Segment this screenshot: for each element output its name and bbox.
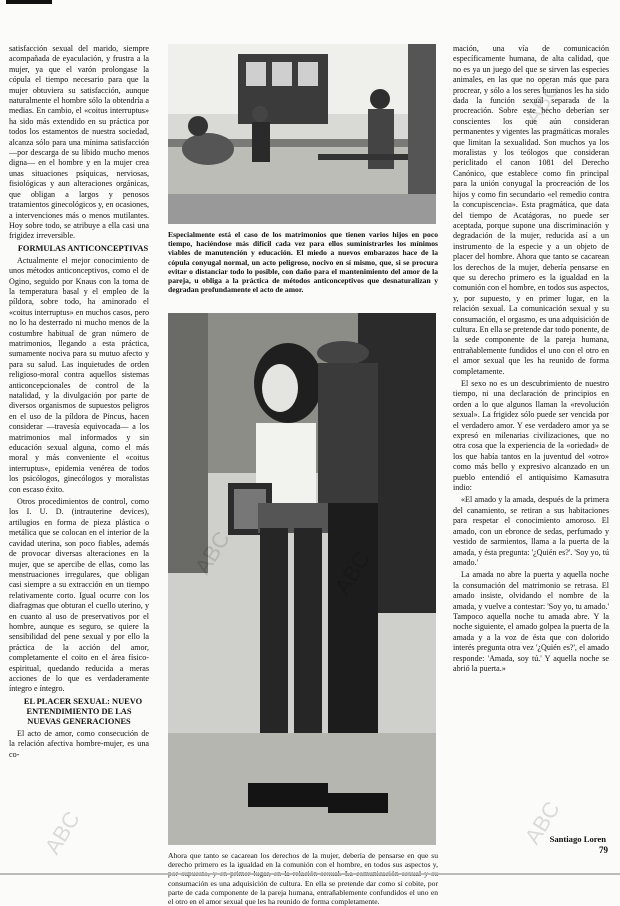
photo-caption-top: Especialmente está el caso de los matrimonios que tienen varios hijos en poco tiempo, haciéndose más difícil cada vez para ellos suministrarles los mínimos viables de manutención y educación. El miedo a nuevos embarazos hace de la cópula conyugal normal, un acto peligroso, nocivo en sí mismo, que, si se procura evitar o distanciar todo lo posible, con daño para el mantenimiento del amor de la pareja, u obliga a la práctica de métodos anticonceptivos que desnaturalizan y degradan profundamente el acto de amor. [168,230,438,295]
photo-family-porch-image [168,44,436,224]
page-number: 79 [599,845,608,855]
right-column [453,44,609,834]
section-heading-placer: EL PLACER SEXUAL: NUEVO ENTENDIMIENTO DE LAS NUEVAS GENERACIONES [23,696,143,726]
left-intro-paragraph: satisfacción sexual del marido, siempre acompañada de eyaculación, y frustra a la mujer, ya que el varón prolongase la cópula el tiempo necesario para que la mujer obtuviera su satisfacción, aunque naturalmente el hombre sólo la obtendría a medias. En cambio, el «coitus interruptus» ha sido más extendido en su práctica por todos los estamentos de nuestra sociedad, alcanza sólo para una mínima satisfacción —por descarga de su libido mucho menos digna— en el hombre y en la mujer crea unas situaciones psíquicas, nerviosas, fisiológicas y aun alteraciones orgánicas, que obligan a largos y penosos tratamientos ginecológicos y, en ocasiones, a intervenciones más o menos mutilantes. Hoy sobre todo, se atribuye a ella casi una frigidez irreversible. [9,44,149,241]
watermark: ABC [519,796,565,849]
left-paragraph: Actualmente el mejor conocimiento de unos métodos anticonceptivos, como el de Ogino, seguido por Knaus con la toma de la temperatura basal y el empleo de la píldora, sobre todo, ha aminorado el «coitus interruptus» en muchos casos, pero no lo ha desterrado ni mucho menos de la costumbre habitual de gran número de matrimonios, llegando a esta práctica, sumamente nociva para su mutuo afecto y para su salud. Las inquietudes de orden religioso-moral contra aquellos sistemas anticoncepcionales de control de la natalidad, y la divulgación por parte de diversos organismos de supuestos peligros en el uso de la píldora de Pincus, hacen considerar —travesía equivocada— a los matrimonios mal informados y sin educación sexual alguna, como el más moral y más conveniente el «coitus interruptus», epidemia venérea de todos los psicólogos, ginecólogos y moralistas con escaso éxito. [9,255,149,494]
watermark: ABC [39,806,85,859]
left-paragraph: El acto de amor, como consecución de la relación afectiva hombre-mujer, es una co- [9,728,149,759]
left-paragraph: Otros procedimientos de control, como los I. U. D. (intrauterine devices), artilugios en forma de pieza plástica o metálica que se colocan en el interior de la cavidad uterina, son poco fiables, además de provocar diversas alteraciones en la mujer, que se apercibe de ellas, como las menstruaciones irregulares, que obligan casi siempre a su extracción en un tiempo relativamente corto. Igual ocurre con los diafragmas que obturan el cuello uterino, y en cuanto al uso de preservativos por el hombre, aunque es seguro, se quiere la sensibilidad del pene sexual y por ello la práctica de la acción del amor, completamente el coito en el área físico-espiritual, quedando reducida a meras acciones de lo que es verdaderamente íntegro e íntegro. [9,497,149,694]
photo-caption-bottom: Ahora que tanto se cacarean los derechos de la mujer, debería de pensarse en que su derecho primero es la igualdad en la comunión con el hombre, en todos sus aspectos y, consumación es una adquisición de cultura. En ella se pretende dar como sí cobite, por parte de cada componente de la pareja humana, entrañablemente confundidos el uno en el otro en el amor sexual que les ha reunido de forma completamente. [168,851,438,906]
photo-young-couple [168,313,436,845]
header-rule [6,0,52,4]
right-paragraph: La amada no abre la puerta y aquella noche la consumación del matrimonio se retrasa. El amado insiste, olvidando el nombre de la amada, y vuelve a contestar: 'Soy yo, tu amado.' Tampoco aquella noche tu amada abre. Y la noche siguiente, el amado golpea la puerta de la amada y a la voz de ésta que con dolorido interés pregunta otra vez '¿Quién es?', el amado responde: 'Amada, soy tú.' Y aquella noche se abrió la puerta.» [453,570,609,673]
right-paragraph: mación, una vía de comunicación específicamente humana, de alta calidad, que no es ya un juego del que se sirven las especies animales, en las que no operan más que para procrear, y sólo a los seres humanos les ha sido dada la función sexual separada de la procreación. Sobre este hecho deberían ser conscientes los que aún consideran permanentes y vigentes las pragmáticas morales que limitan la sexualidad. Son muchos ya los moralistas y los teólogos que consideran periclitado el canon 1081 del Derecho Canónico, que establece como fin principal para la unión conyugal la procreación de los hijos y como fin secundario «el remedio contra la concupiscencia». Esta pragmática, que data del tiempo de Acatágoras, no puede ser aceptada, porque supone una discriminación y degradación de la mujer, reducida así a un instrumento de la especie y a un objeto de placer del hombre. Ahora que tanto se cacarean los derechos de la mujer, debería pensarse en que su derecho primero es la igualdad en la comunión con el hombre, en todos sus aspectos, y, por supuesto, y en primer lugar, en la relación sexual. La comunicación sexual y su consumación, el orgasmo, es una adquisición de cultura. En ella se pretende dar todo ponente, de la sede componente de la pareja humana, entrañablemente fundidos el uno con el otro en el amor sexual que les ha reunido de forma completamente. [453,44,609,376]
author-signature: Santiago Loren [549,834,606,844]
section-heading-formulas: FORMULAS ANTICONCEPTIVAS [17,243,149,253]
footer-rule [0,873,620,875]
watermark: ABC [519,76,565,129]
right-paragraph: «El amado y la amada, después de la primera del canamiento, se retiran a sus habitaciones para respetar el conocimiento amoroso. El amado, con un ebronce de sedas, perfumado y vestido de sarmientos, llama a la puerta de la amada, y ésta pregunta: '¿Quién es?'. 'Soy yo, tú amado.' [453,495,609,567]
right-paragraph: El sexo no es un descubrimiento de nuestro tiempo, ni una declaración de principios en orden a lo que algunos llaman la «revolución sexual». La frigidez sólo puede ser vencida por el verdadero amor. Y ese verdadero amor ya se expresó en milenarias civilizaciones, que no otra cosa que la experiencia de la «oriedad» de los que había tantos en la juventud del «otro» como más bello y expresivo alcanzado en un pueblo entendió el antiquísimo Kamasutra indio: [453,379,609,493]
left-column [9,44,149,864]
photo-family-porch [168,44,436,224]
photo-young-couple-image [168,313,436,845]
